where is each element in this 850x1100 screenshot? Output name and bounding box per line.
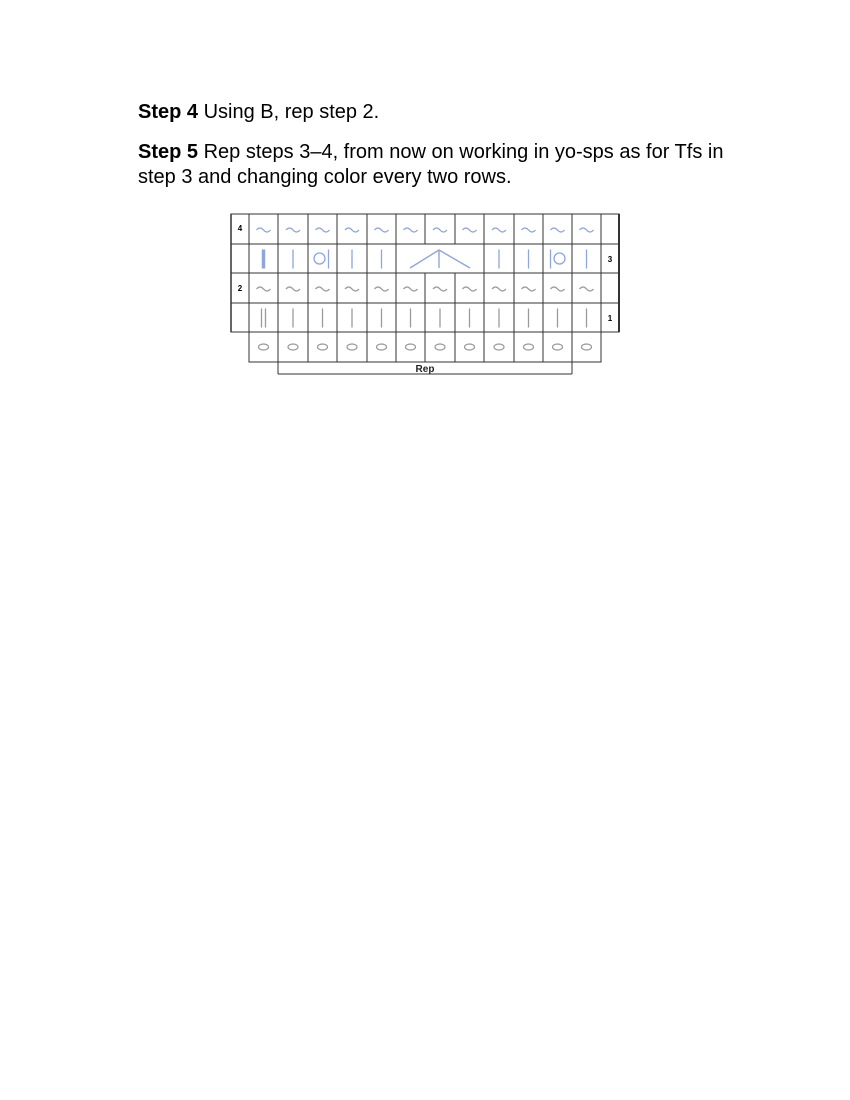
row3-stitch-3-circle-symbol bbox=[314, 253, 325, 264]
row2-stitch-5-chain-symbol bbox=[375, 287, 389, 291]
row2-stitch-3-chain-symbol bbox=[316, 287, 330, 291]
row-number-4: 4 bbox=[237, 224, 243, 233]
foundation-stitch-9-oval-symbol bbox=[494, 344, 504, 350]
row4-stitch-12-chain-symbol bbox=[580, 228, 594, 232]
row3-stitch-11-circle-symbol bbox=[554, 253, 565, 264]
step-5-text: Rep steps 3–4, from now on working in yo-sps as for Tfs in step 3 and changing color every two rows. bbox=[138, 141, 724, 188]
row-number-1: 1 bbox=[607, 314, 613, 323]
row2-stitch-10-chain-symbol bbox=[522, 287, 536, 291]
step-4-label: Step 4 bbox=[138, 101, 199, 123]
row4-stitch-11-chain-symbol bbox=[551, 228, 565, 232]
foundation-stitch-10-oval-symbol bbox=[524, 344, 534, 350]
row2-stitch-9-chain-symbol bbox=[492, 287, 506, 291]
chart-grid bbox=[231, 214, 619, 362]
row4-stitch-9-chain-symbol bbox=[492, 228, 506, 232]
row2-stitch-12-chain-symbol bbox=[580, 287, 594, 291]
foundation-stitch-8-oval-symbol bbox=[465, 344, 475, 350]
row2-stitch-8-chain-symbol bbox=[463, 287, 477, 291]
row4-stitch-10-chain-symbol bbox=[522, 228, 536, 232]
foundation-stitch-3-oval-symbol bbox=[318, 344, 328, 350]
step-5-label: Step 5 bbox=[138, 141, 199, 163]
row2-stitch-1-chain-symbol bbox=[257, 287, 271, 291]
row4-stitch-2-chain-symbol bbox=[286, 228, 300, 232]
row-number-3: 3 bbox=[607, 255, 613, 264]
row4-stitch-4-chain-symbol bbox=[345, 228, 359, 232]
row2-stitch-4-chain-symbol bbox=[345, 287, 359, 291]
row4-stitch-8-chain-symbol bbox=[463, 228, 477, 232]
row2-stitch-7-chain-symbol bbox=[433, 287, 447, 291]
row4-stitch-1-chain-symbol bbox=[257, 228, 271, 232]
foundation-stitch-5-oval-symbol bbox=[377, 344, 387, 350]
row3-cluster-outer-symbol bbox=[410, 250, 470, 268]
row4-stitch-7-chain-symbol bbox=[433, 228, 447, 232]
row2-stitch-6-chain-symbol bbox=[404, 287, 418, 291]
foundation-stitch-11-oval-symbol bbox=[553, 344, 563, 350]
rep-label: Rep bbox=[415, 364, 435, 375]
row4-stitch-3-chain-symbol bbox=[316, 228, 330, 232]
foundation-stitch-4-oval-symbol bbox=[347, 344, 357, 350]
foundation-stitch-1-oval-symbol bbox=[259, 344, 269, 350]
row2-stitch-11-chain-symbol bbox=[551, 287, 565, 291]
row4-stitch-6-chain-symbol bbox=[404, 228, 418, 232]
crochet-stitch-chart bbox=[228, 211, 623, 381]
row4-stitch-5-chain-symbol bbox=[375, 228, 389, 232]
step-4-paragraph bbox=[138, 100, 738, 125]
row-number-2: 2 bbox=[237, 284, 243, 293]
foundation-stitch-7-oval-symbol bbox=[435, 344, 445, 350]
foundation-stitch-6-oval-symbol bbox=[406, 344, 416, 350]
step-5-paragraph bbox=[138, 140, 738, 190]
row2-stitch-2-chain-symbol bbox=[286, 287, 300, 291]
step-4-text: Using B, rep step 2. bbox=[203, 101, 380, 123]
foundation-stitch-12-oval-symbol bbox=[582, 344, 592, 350]
foundation-stitch-2-oval-symbol bbox=[288, 344, 298, 350]
